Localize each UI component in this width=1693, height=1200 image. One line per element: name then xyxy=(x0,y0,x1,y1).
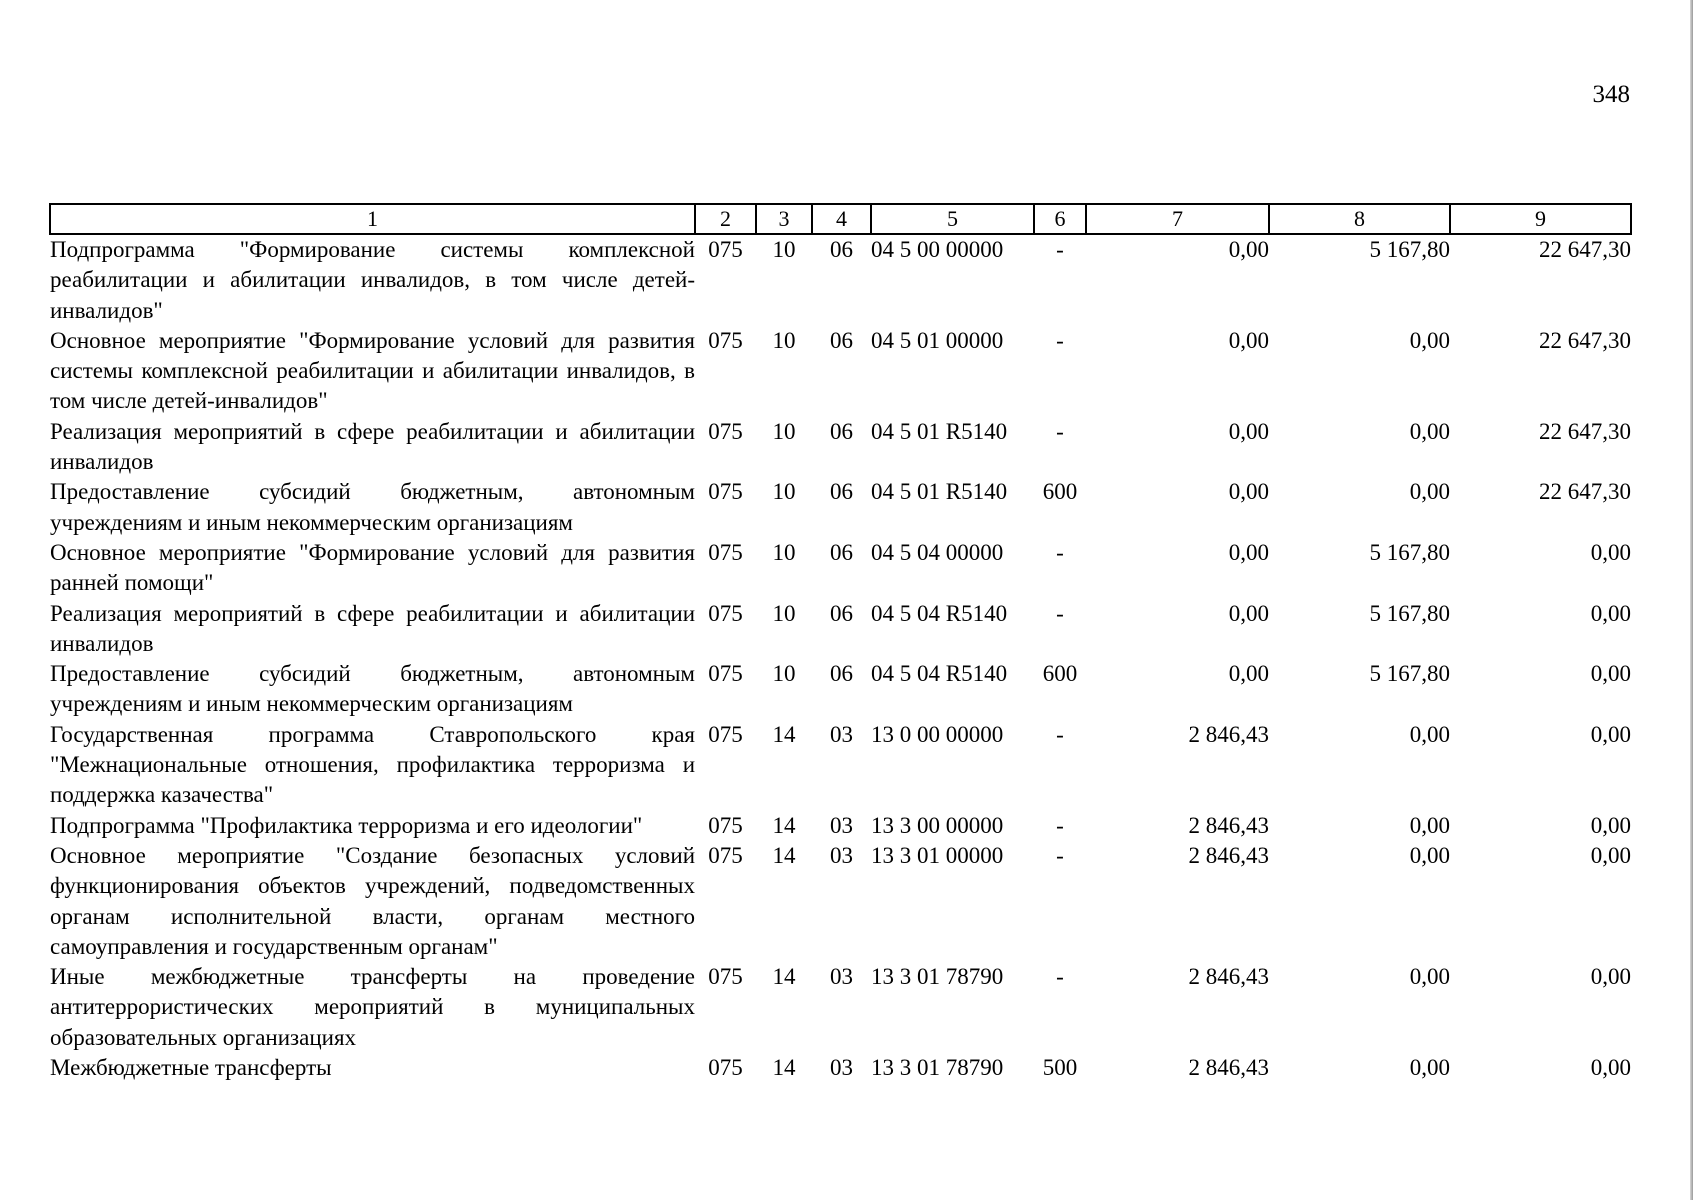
subsection-cell: 06 xyxy=(830,418,853,444)
column-header: 4 xyxy=(812,204,871,234)
expense-type-cell: 600 xyxy=(1042,479,1078,505)
amount-col8-cell: 0,00 xyxy=(1409,418,1450,444)
page-number: 348 xyxy=(1592,81,1630,108)
amount-col9-cell: 0,00 xyxy=(1590,812,1631,838)
target-article-cell: 04 5 00 00000 xyxy=(871,237,1004,262)
target-article-cell: 13 3 01 78790 xyxy=(871,1055,1004,1081)
expense-type-cell: - xyxy=(1056,600,1064,626)
table-row xyxy=(50,538,1631,599)
row-name-cell: Основное мероприятие "Формирование условий для развития системы комплексной реабилитации и абилитации инвалидов, в том числе детей-инвалидов" xyxy=(50,327,695,414)
subsection-cell: 03 xyxy=(830,812,853,838)
amount-col7-cell: 0,00 xyxy=(1228,600,1269,626)
amount-col9-cell: 22 647,30 xyxy=(1539,479,1631,505)
table-row xyxy=(50,659,1631,720)
kvsr-cell: 075 xyxy=(708,964,743,990)
row-name-cell: Государственная программа Ставропольского края "Межнациональные отношения, профилактика терроризма и поддержка казачества" xyxy=(50,721,695,808)
amount-col8-cell: 0,00 xyxy=(1409,842,1450,868)
target-article-cell: 13 3 00 00000 xyxy=(871,812,1004,838)
row-name-cell: Предоставление субсидий бюджетным, автономным учреждениям и иным некоммерческим организациям xyxy=(50,479,695,535)
expense-type-cell: - xyxy=(1056,964,1064,990)
row-name-cell: Реализация мероприятий в сфере реабилитации и абилитации инвалидов xyxy=(50,418,695,475)
subsection-cell: 03 xyxy=(830,964,853,990)
section-cell: 10 xyxy=(772,600,796,626)
column-header: 9 xyxy=(1450,204,1631,234)
amount-col8-cell: 0,00 xyxy=(1409,721,1450,747)
target-article-cell: 13 0 00 00000 xyxy=(871,721,1004,747)
subsection-cell: 06 xyxy=(830,327,853,353)
section-cell: 10 xyxy=(772,661,796,687)
subsection-cell: 03 xyxy=(830,721,853,747)
section-cell: 10 xyxy=(772,237,796,262)
section-cell: 14 xyxy=(772,964,796,990)
row-name-cell: Подпрограмма "Профилактика терроризма и его идеологии" xyxy=(50,812,643,838)
amount-col8-cell: 5 167,80 xyxy=(1369,661,1450,687)
subsection-cell: 03 xyxy=(830,1055,853,1081)
amount-col7-cell: 2 846,43 xyxy=(1188,721,1269,747)
amount-col7-cell: 0,00 xyxy=(1228,479,1269,505)
amount-col7-cell: 0,00 xyxy=(1228,539,1269,565)
expense-type-cell: - xyxy=(1056,539,1064,565)
target-article-cell: 13 3 01 78790 xyxy=(871,964,1004,990)
row-name-cell: Межбюджетные трансферты xyxy=(50,1055,332,1081)
kvsr-cell: 075 xyxy=(708,327,743,353)
table-header-row xyxy=(50,204,1631,234)
column-header: 8 xyxy=(1269,204,1450,234)
subsection-cell: 06 xyxy=(830,661,853,687)
target-article-cell: 04 5 01 R5140 xyxy=(871,479,1008,505)
table-row xyxy=(50,811,1631,841)
row-name-cell: Подпрограмма "Формирование системы комплексной реабилитации и абилитации инвалидов, в том числе детей-инвалидов" xyxy=(50,237,695,323)
expense-type-cell: - xyxy=(1056,812,1064,838)
table-row xyxy=(50,417,1631,478)
kvsr-cell: 075 xyxy=(708,600,743,626)
amount-col9-cell: 0,00 xyxy=(1590,600,1631,626)
subsection-cell: 06 xyxy=(830,600,853,626)
section-cell: 10 xyxy=(772,479,796,505)
amount-col7-cell: 2 846,43 xyxy=(1188,1055,1269,1081)
amount-col8-cell: 0,00 xyxy=(1409,479,1450,505)
amount-col9-cell: 0,00 xyxy=(1590,1055,1631,1081)
table-body xyxy=(50,234,1631,1083)
subsection-cell: 03 xyxy=(830,842,853,868)
target-article-cell: 04 5 01 00000 xyxy=(871,327,1004,353)
amount-col8-cell: 5 167,80 xyxy=(1369,600,1450,626)
section-cell: 14 xyxy=(772,812,796,838)
section-cell: 10 xyxy=(772,327,796,353)
row-name-cell: Иные межбюджетные трансферты на проведение антитеррористических мероприятий в муниципальных образовательных организациях xyxy=(50,964,695,1050)
target-article-cell: 04 5 04 00000 xyxy=(871,539,1004,565)
kvsr-cell: 075 xyxy=(708,539,743,565)
expense-type-cell: - xyxy=(1056,721,1064,747)
column-header: 2 xyxy=(695,204,756,234)
table-row xyxy=(50,234,1631,326)
expense-type-cell: - xyxy=(1056,842,1064,868)
table-row xyxy=(50,1053,1631,1083)
amount-col7-cell: 0,00 xyxy=(1228,237,1269,262)
kvsr-cell: 075 xyxy=(708,418,743,444)
column-header: 5 xyxy=(871,204,1034,234)
kvsr-cell: 075 xyxy=(708,842,743,868)
column-header: 7 xyxy=(1086,204,1269,234)
amount-col8-cell: 0,00 xyxy=(1409,1055,1450,1081)
amount-col9-cell: 0,00 xyxy=(1590,539,1631,565)
table-row xyxy=(50,841,1631,962)
row-name-cell: Предоставление субсидий бюджетным, автономным учреждениям и иным некоммерческим организациям xyxy=(50,661,695,717)
column-header: 1 xyxy=(50,204,695,234)
amount-col8-cell: 0,00 xyxy=(1409,327,1450,353)
table-row xyxy=(50,962,1631,1053)
target-article-cell: 13 3 01 00000 xyxy=(871,842,1004,868)
section-cell: 10 xyxy=(772,418,796,444)
table-row xyxy=(50,720,1631,811)
section-cell: 14 xyxy=(772,1055,796,1081)
expense-type-cell: 600 xyxy=(1042,661,1078,687)
kvsr-cell: 075 xyxy=(708,661,743,687)
amount-col8-cell: 0,00 xyxy=(1409,964,1450,990)
amount-col8-cell: 5 167,80 xyxy=(1369,539,1450,565)
amount-col9-cell: 22 647,30 xyxy=(1539,418,1631,444)
column-header: 6 xyxy=(1034,204,1086,234)
row-name-cell: Реализация мероприятий в сфере реабилитации и абилитации инвалидов xyxy=(50,600,695,656)
amount-col7-cell: 0,00 xyxy=(1228,661,1269,687)
table-row xyxy=(50,326,1631,417)
amount-col8-cell: 5 167,80 xyxy=(1369,237,1450,262)
subsection-cell: 06 xyxy=(830,539,853,565)
kvsr-cell: 075 xyxy=(708,812,743,838)
section-cell: 10 xyxy=(772,539,796,565)
amount-col7-cell: 2 846,43 xyxy=(1188,842,1269,868)
target-article-cell: 04 5 04 R5140 xyxy=(871,661,1008,687)
amount-col7-cell: 0,00 xyxy=(1228,327,1269,353)
amount-col9-cell: 22 647,30 xyxy=(1539,327,1631,353)
kvsr-cell: 075 xyxy=(708,721,743,747)
kvsr-cell: 075 xyxy=(708,237,743,262)
amount-col9-cell: 0,00 xyxy=(1590,964,1631,990)
expense-type-cell: - xyxy=(1056,327,1064,353)
amount-col8-cell: 0,00 xyxy=(1409,812,1450,838)
subsection-cell: 06 xyxy=(830,479,853,505)
column-header: 3 xyxy=(756,204,812,234)
table-row xyxy=(50,599,1631,660)
target-article-cell: 04 5 01 R5140 xyxy=(871,418,1008,444)
target-article-cell: 04 5 04 R5140 xyxy=(871,600,1008,626)
amount-col9-cell: 0,00 xyxy=(1590,842,1631,868)
expense-type-cell: - xyxy=(1056,418,1064,444)
amount-col9-cell: 0,00 xyxy=(1590,721,1631,747)
amount-col9-cell: 22 647,30 xyxy=(1539,237,1631,262)
budget-table xyxy=(49,203,1632,1083)
amount-col7-cell: 2 846,43 xyxy=(1188,812,1269,838)
row-name-cell: Основное мероприятие "Создание безопасных условий функционирования объектов учреждений, подведомственных органам исполнительной власти, органам местного самоуправления и государственным органам" xyxy=(50,842,695,959)
section-cell: 14 xyxy=(772,842,796,868)
table-row xyxy=(50,477,1631,538)
row-name-cell: Основное мероприятие "Формирование условий для развития ранней помощи" xyxy=(50,539,695,596)
kvsr-cell: 075 xyxy=(708,479,743,505)
amount-col7-cell: 0,00 xyxy=(1228,418,1269,444)
expense-type-cell: - xyxy=(1056,237,1064,262)
amount-col7-cell: 2 846,43 xyxy=(1188,964,1269,990)
section-cell: 14 xyxy=(772,721,796,747)
amount-col9-cell: 0,00 xyxy=(1590,661,1631,687)
kvsr-cell: 075 xyxy=(708,1055,743,1081)
expense-type-cell: 500 xyxy=(1042,1055,1078,1081)
subsection-cell: 06 xyxy=(830,237,853,262)
